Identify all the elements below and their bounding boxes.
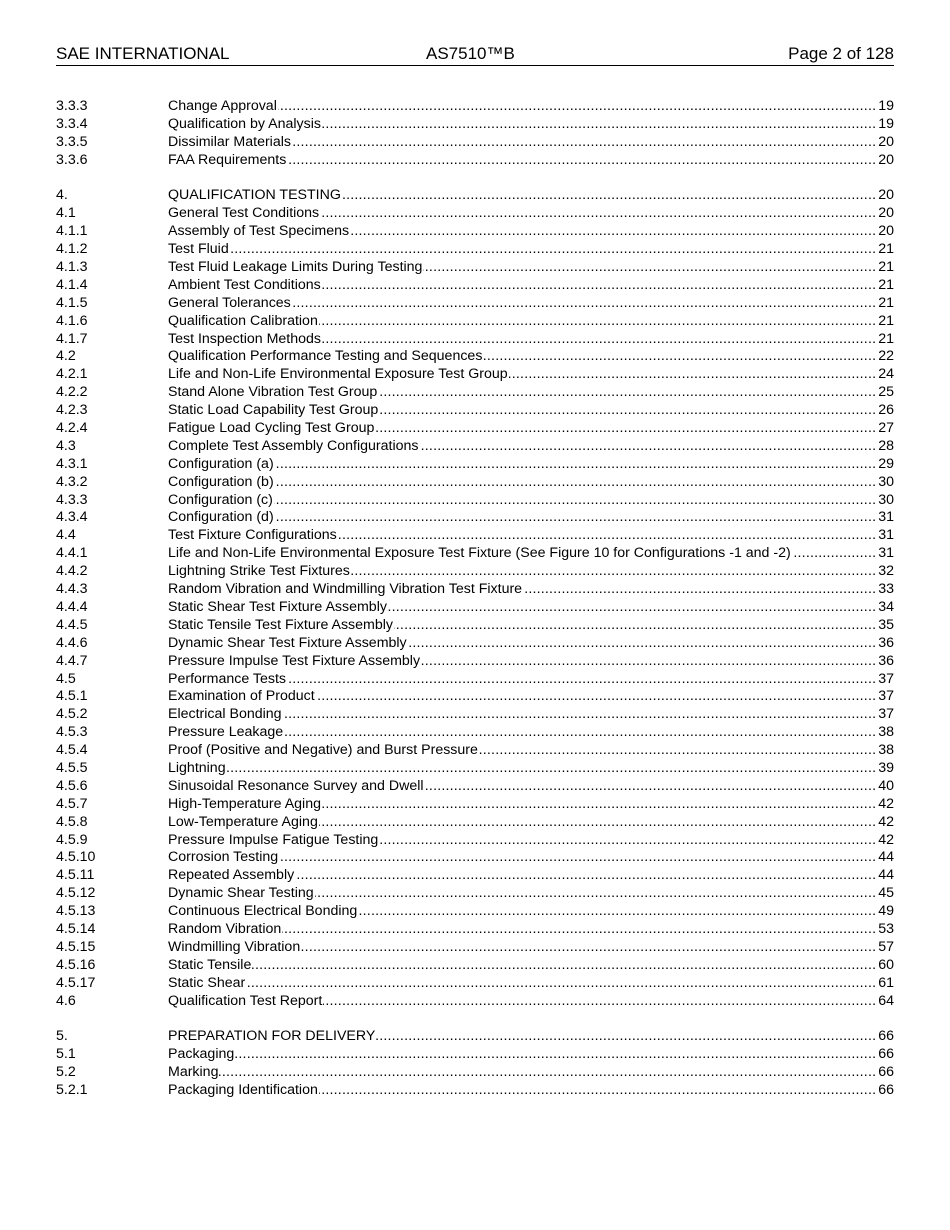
toc-section-number: 4.3	[56, 437, 76, 454]
toc-entry[interactable]	[56, 241, 894, 259]
toc-title: ..... Random Vibration and Windmilling Vibration Test Fixture	[168, 581, 523, 598]
toc-dot-leader	[168, 760, 894, 778]
toc-title: ..... Configuration (b)	[168, 473, 274, 490]
toc-dot-leader	[168, 527, 894, 545]
toc-page-number: 40	[878, 777, 894, 794]
toc-section-number: 4.1.3	[56, 259, 88, 276]
toc-title: ..... PREPARATION FOR DELIVERY	[168, 1028, 376, 1045]
toc-section-number: 4.1.2	[56, 241, 88, 258]
toc-section-number: 4.5	[56, 670, 76, 687]
toc-entry[interactable]	[56, 849, 894, 867]
toc-section-number: 4.5.1	[56, 688, 88, 705]
toc-title: ..... Qualification Performance Testing and Sequences	[168, 348, 483, 365]
toc-dot-leader	[168, 152, 894, 170]
toc-page-number: 21	[878, 312, 894, 329]
toc-entry[interactable]	[56, 867, 894, 885]
toc-dot-leader	[168, 331, 894, 349]
toc-dot-leader	[168, 438, 894, 456]
toc-dot-leader	[168, 635, 894, 653]
toc-page-number: 36	[878, 652, 894, 669]
toc-section-number: 4.5.12	[56, 885, 96, 902]
toc-page-number: 32	[878, 563, 894, 580]
toc-entry[interactable]	[56, 921, 894, 939]
toc-section-number: 4.3.2	[56, 473, 88, 490]
toc-page-number: 19	[878, 115, 894, 132]
toc-entry[interactable]	[56, 742, 894, 760]
toc-entry[interactable]	[56, 939, 894, 957]
toc-section-number: 4.5.5	[56, 759, 88, 776]
toc-page-number: 38	[878, 742, 894, 759]
toc-dot-leader	[168, 724, 894, 742]
toc-dot-leader	[168, 366, 894, 384]
toc-dot-leader	[168, 975, 894, 993]
toc-title: ..... Configuration (c)	[168, 491, 273, 508]
toc-section-number: 4.2.1	[56, 366, 88, 383]
toc-entry[interactable]	[56, 456, 894, 474]
toc-section-number: 4.5.9	[56, 831, 88, 848]
toc-title: ..... Stand Alone Vibration Test Group	[168, 384, 378, 401]
toc-dot-leader	[168, 134, 894, 152]
toc-section-number: 4.1.4	[56, 276, 88, 293]
toc-section-number: 5.	[56, 1028, 68, 1045]
toc-section-number: 4.5.8	[56, 813, 88, 830]
toc-entry[interactable]	[56, 331, 894, 349]
toc-dot-leader	[168, 402, 894, 420]
toc-section-number: 4.5.10	[56, 849, 96, 866]
toc-section-number: 4.2.2	[56, 384, 88, 401]
toc-page-number: 45	[878, 885, 894, 902]
toc-page-number: 21	[878, 330, 894, 347]
toc-title: ..... Qualification Calibration	[168, 312, 318, 329]
toc-title: ..... Electrical Bonding	[168, 706, 282, 723]
toc-section-number: 4.5.6	[56, 777, 88, 794]
toc-dot-leader	[168, 957, 894, 975]
toc-dot-leader	[168, 706, 894, 724]
toc-entry[interactable]	[56, 205, 894, 223]
toc-title: ..... Static Shear	[168, 974, 246, 991]
toc-page-number: 31	[878, 527, 894, 544]
toc-entry[interactable]	[56, 509, 894, 527]
toc-page-number: 42	[878, 795, 894, 812]
toc-page-number: 36	[878, 634, 894, 651]
toc-page-number: 20	[878, 151, 894, 168]
toc-dot-leader	[168, 617, 894, 635]
toc-dot-leader	[168, 867, 894, 885]
toc-page-number: 42	[878, 813, 894, 830]
toc-section-number: 4.	[56, 187, 68, 204]
toc-page-number: 21	[878, 294, 894, 311]
toc-page-number: 37	[878, 688, 894, 705]
toc-dot-leader	[168, 671, 894, 689]
toc-section-number: 4.5.16	[56, 956, 96, 973]
toc-dot-leader	[168, 259, 894, 277]
toc-entry[interactable]	[56, 474, 894, 492]
toc-dot-leader	[168, 545, 894, 563]
toc-dot-leader	[168, 939, 894, 957]
toc-entry[interactable]	[56, 796, 894, 814]
toc-entry[interactable]	[56, 617, 894, 635]
toc-page-number: 66	[878, 1028, 894, 1045]
toc-title: ..... Static Tensile Test Fixture Assembly	[168, 616, 393, 633]
toc-dot-leader	[168, 885, 894, 903]
toc-section-number: 4.2	[56, 348, 76, 365]
toc-dot-leader	[168, 742, 894, 760]
toc-dot-leader	[168, 348, 894, 366]
toc-entry[interactable]	[56, 832, 894, 850]
toc-section-number: 4.4.4	[56, 598, 88, 615]
toc-dot-leader	[168, 653, 894, 671]
toc-section-number: 4.2.3	[56, 402, 88, 419]
toc-entry[interactable]	[56, 492, 894, 510]
toc-page-number: 22	[878, 348, 894, 365]
toc-dot-leader	[168, 456, 894, 474]
toc-page-number: 30	[878, 473, 894, 490]
toc-section-number: 4.4.6	[56, 634, 88, 651]
toc-dot-leader	[168, 509, 894, 527]
toc-page-number: 21	[878, 276, 894, 293]
toc-title: ..... Test Fluid	[168, 241, 229, 258]
toc-entry[interactable]	[56, 545, 894, 563]
toc-title: ..... Ambient Test Conditions	[168, 276, 321, 293]
toc-title: ..... Random Vibration	[168, 920, 282, 937]
toc-page-number: 27	[878, 420, 894, 437]
toc-dot-leader	[168, 223, 894, 241]
toc-entry[interactable]	[56, 688, 894, 706]
header-org: SAE INTERNATIONAL	[56, 44, 230, 63]
toc-title: ..... Sinusoidal Resonance Survey and Dwell	[168, 777, 424, 794]
toc-title: ..... FAA Requirements	[168, 151, 287, 168]
toc-title: ..... Complete Test Assembly Configurations	[168, 437, 419, 454]
toc-page-number: 29	[878, 455, 894, 472]
toc-page-number: 44	[878, 867, 894, 884]
toc-section-number: 4.1.7	[56, 330, 88, 347]
toc-entry[interactable]	[56, 563, 894, 581]
toc-title: ..... Lightning	[168, 759, 226, 776]
toc-entry[interactable]	[56, 1082, 894, 1100]
toc-entry[interactable]	[56, 599, 894, 617]
toc-title: ..... Performance Tests	[168, 670, 287, 687]
toc-section-number: 4.5.15	[56, 938, 96, 955]
toc-entry[interactable]	[56, 366, 894, 384]
toc-title: ..... Continuous Electrical Bonding	[168, 903, 358, 920]
toc-dot-leader	[168, 581, 894, 599]
toc-dot-leader	[168, 116, 894, 134]
toc-title: ..... Repeated Assembly	[168, 867, 295, 884]
toc-entry[interactable]	[56, 152, 894, 170]
toc-title: ..... Life and Non-Life Environmental Exposure Test Fixture (See Figure 10 for Configurations -1 and -2)	[168, 545, 791, 562]
toc-title: ..... Low-Temperature Aging	[168, 813, 318, 830]
toc-page-number: 66	[878, 1064, 894, 1081]
toc-section-number: 4.4.3	[56, 581, 88, 598]
toc-section-number: 4.4.5	[56, 616, 88, 633]
toc-title: ..... Qualification Test Report	[168, 992, 323, 1009]
toc-dot-leader	[168, 313, 894, 331]
toc-title: ..... Dynamic Shear Testing	[168, 885, 314, 902]
toc-title: ..... General Test Conditions	[168, 205, 320, 222]
toc-entry[interactable]	[56, 724, 894, 742]
toc-title: ..... QUALIFICATION TESTING	[168, 187, 341, 204]
toc-entry[interactable]	[56, 384, 894, 402]
toc-entry[interactable]	[56, 420, 894, 438]
toc-dot-leader	[168, 1028, 894, 1046]
toc-page-number: 25	[878, 384, 894, 401]
toc-entry[interactable]	[56, 635, 894, 653]
toc-page-number: 66	[878, 1046, 894, 1063]
toc-page-number: 66	[878, 1081, 894, 1098]
toc-entry[interactable]	[56, 402, 894, 420]
toc-title: ..... Assembly of Test Specimens	[168, 223, 350, 240]
toc-entry[interactable]	[56, 527, 894, 545]
toc-entry[interactable]	[56, 760, 894, 778]
toc-entry[interactable]	[56, 885, 894, 903]
toc-dot-leader	[168, 277, 894, 295]
toc-dot-leader	[168, 474, 894, 492]
toc-dot-leader	[168, 205, 894, 223]
toc-page-number: 28	[878, 437, 894, 454]
toc-entry[interactable]	[56, 438, 894, 456]
toc-dot-leader	[168, 492, 894, 510]
toc-title: ..... Corrosion Testing	[168, 849, 279, 866]
toc-section-number: 4.5.4	[56, 742, 88, 759]
toc-section-number: 4.1.6	[56, 312, 88, 329]
toc-title: ..... Static Shear Test Fixture Assembly	[168, 598, 387, 615]
toc-dot-leader	[168, 599, 894, 617]
toc-page-number: 37	[878, 706, 894, 723]
toc-section-number: 4.5.17	[56, 974, 96, 991]
toc-title: ..... Change Approval	[168, 98, 277, 114]
toc-section-number: 4.3.3	[56, 491, 88, 508]
toc-section-number: 4.5.2	[56, 706, 88, 723]
toc-entry[interactable]	[56, 295, 894, 313]
toc-entry[interactable]	[56, 259, 894, 277]
toc-page-number: 64	[878, 992, 894, 1009]
toc-title: ..... Test Fixture Configurations	[168, 527, 337, 544]
toc-dot-leader	[168, 778, 894, 796]
toc-section-number: 4.2.4	[56, 420, 88, 437]
toc-page-number: 20	[878, 205, 894, 222]
toc-entry[interactable]	[56, 975, 894, 993]
toc-section-number: 4.5.14	[56, 920, 96, 937]
toc-entry[interactable]	[56, 778, 894, 796]
toc-title: ..... Proof (Positive and Negative) and Burst Pressure	[168, 742, 478, 759]
toc-entry[interactable]	[56, 993, 894, 1011]
toc-page-number: 39	[878, 759, 894, 776]
toc-dot-leader	[168, 295, 894, 313]
toc-title: ..... Marking	[168, 1064, 219, 1081]
toc-entry[interactable]	[56, 671, 894, 689]
toc-dot-leader	[168, 796, 894, 814]
toc-dot-leader	[168, 187, 894, 205]
toc-title: ..... Dynamic Shear Test Fixture Assembly	[168, 634, 407, 651]
toc-section-number: 4.6	[56, 992, 76, 1009]
toc-dot-leader	[168, 1082, 894, 1100]
toc-title: ..... Lightning Strike Test Fixtures	[168, 563, 350, 580]
toc-dot-leader	[168, 993, 894, 1011]
toc-entry[interactable]	[56, 903, 894, 921]
toc-entry[interactable]	[56, 116, 894, 134]
toc-title: ..... Fatigue Load Cycling Test Group	[168, 420, 375, 437]
toc-dot-leader	[168, 1046, 894, 1064]
header-page-info: Page 2 of 128	[788, 44, 894, 63]
toc-page-number: 60	[878, 956, 894, 973]
toc-dot-leader	[168, 849, 894, 867]
toc-entry[interactable]	[56, 348, 894, 366]
toc-entry[interactable]	[56, 187, 894, 205]
toc-page-number: 37	[878, 670, 894, 687]
toc-entry[interactable]	[56, 134, 894, 152]
toc-dot-leader	[168, 420, 894, 438]
toc-title: ..... Configuration (a)	[168, 455, 274, 472]
toc-entry[interactable]	[56, 653, 894, 671]
page-header	[56, 44, 894, 66]
toc-page-number: 24	[878, 366, 894, 383]
toc-dot-leader	[168, 688, 894, 706]
toc-entry[interactable]	[56, 1064, 894, 1082]
toc-section-number: 4.3.4	[56, 509, 88, 526]
toc-dot-leader	[168, 832, 894, 850]
toc-page-number: 34	[878, 598, 894, 615]
toc-page-number: 38	[878, 724, 894, 741]
header-doc-id: AS7510™B	[426, 44, 515, 63]
toc-section-number: 4.1.1	[56, 223, 88, 240]
toc-entry[interactable]	[56, 581, 894, 599]
toc-title: ..... Configuration (d)	[168, 509, 274, 526]
toc-section-number: 5.2.1	[56, 1081, 88, 1098]
toc-dot-leader	[168, 241, 894, 259]
toc-title: ..... High-Temperature Aging	[168, 795, 321, 812]
toc-section-number: 4.5.3	[56, 724, 88, 741]
toc-entry[interactable]	[56, 223, 894, 241]
toc-page-number: 20	[878, 133, 894, 150]
toc-section-number: 4.1.5	[56, 294, 88, 311]
toc-title: ..... Test Fluid Leakage Limits During Testing	[168, 259, 423, 276]
toc-section-number: 4.3.1	[56, 455, 88, 472]
table-of-contents	[56, 98, 894, 1100]
toc-section-number: 4.5.13	[56, 903, 96, 920]
toc-entry[interactable]	[56, 1046, 894, 1064]
toc-section-number: 4.4	[56, 527, 76, 544]
toc-entry[interactable]	[56, 1028, 894, 1046]
toc-page-number: 44	[878, 849, 894, 866]
toc-page-number: 31	[878, 545, 894, 562]
toc-section-number: 5.2	[56, 1064, 76, 1081]
toc-section-number: 3.3.3	[56, 98, 88, 114]
toc-entry[interactable]	[56, 313, 894, 331]
toc-entry[interactable]	[56, 98, 894, 116]
toc-title: ..... Dissimilar Materials	[168, 133, 291, 150]
toc-page-number: 57	[878, 938, 894, 955]
toc-page-number: 33	[878, 581, 894, 598]
toc-title: ..... Life and Non-Life Environmental Exposure Test Group	[168, 366, 508, 383]
toc-entry[interactable]	[56, 706, 894, 724]
toc-title: ..... Pressure Impulse Test Fixture Assembly	[168, 652, 421, 669]
toc-entry[interactable]	[56, 814, 894, 832]
toc-dot-leader	[168, 814, 894, 832]
toc-page-number: 35	[878, 616, 894, 633]
toc-page-number: 61	[878, 974, 894, 991]
toc-title: ..... Examination of Product	[168, 688, 315, 705]
toc-page-number: 19	[878, 98, 894, 114]
toc-section-number: 4.1	[56, 205, 76, 222]
toc-page-number: 26	[878, 402, 894, 419]
toc-entry[interactable]	[56, 277, 894, 295]
toc-page-number: 42	[878, 831, 894, 848]
toc-section-number: 3.3.4	[56, 115, 88, 132]
toc-section-number: 4.4.1	[56, 545, 88, 562]
toc-section-number: 4.5.7	[56, 795, 88, 812]
toc-dot-leader	[168, 563, 894, 581]
toc-title: ..... Qualification by Analysis	[168, 115, 321, 132]
toc-page-number: 49	[878, 903, 894, 920]
toc-title: ..... Windmilling Vibration	[168, 938, 301, 955]
toc-page-number: 21	[878, 241, 894, 258]
toc-page-number: 53	[878, 920, 894, 937]
toc-title: ..... Pressure Leakage	[168, 724, 284, 741]
toc-title: ..... Test Inspection Methods	[168, 330, 321, 347]
toc-dot-leader	[168, 98, 894, 116]
toc-section-number: 3.3.5	[56, 133, 88, 150]
toc-title: ..... General Tolerances	[168, 294, 291, 311]
toc-page-number: 20	[878, 223, 894, 240]
toc-section-number: 4.4.7	[56, 652, 88, 669]
toc-title: ..... Pressure Impulse Fatigue Testing	[168, 831, 379, 848]
toc-page-number: 30	[878, 491, 894, 508]
toc-page-number: 21	[878, 259, 894, 276]
toc-dot-leader	[168, 1064, 894, 1082]
toc-title: ..... Packaging Identification	[168, 1081, 318, 1098]
toc-dot-leader	[168, 921, 894, 939]
toc-section-number: 4.5.11	[56, 867, 95, 884]
toc-title: ..... Static Tensile	[168, 956, 252, 973]
toc-title: ..... Static Load Capability Test Group	[168, 402, 379, 419]
toc-section-number: 5.1	[56, 1046, 76, 1063]
toc-section-number: 3.3.6	[56, 151, 88, 168]
toc-section-number: 4.4.2	[56, 563, 88, 580]
toc-page-number: 31	[878, 509, 894, 526]
toc-dot-leader	[168, 903, 894, 921]
toc-page-number: 20	[878, 187, 894, 204]
toc-dot-leader	[168, 384, 894, 402]
toc-entry[interactable]	[56, 957, 894, 975]
toc-title: ..... Packaging	[168, 1046, 235, 1063]
